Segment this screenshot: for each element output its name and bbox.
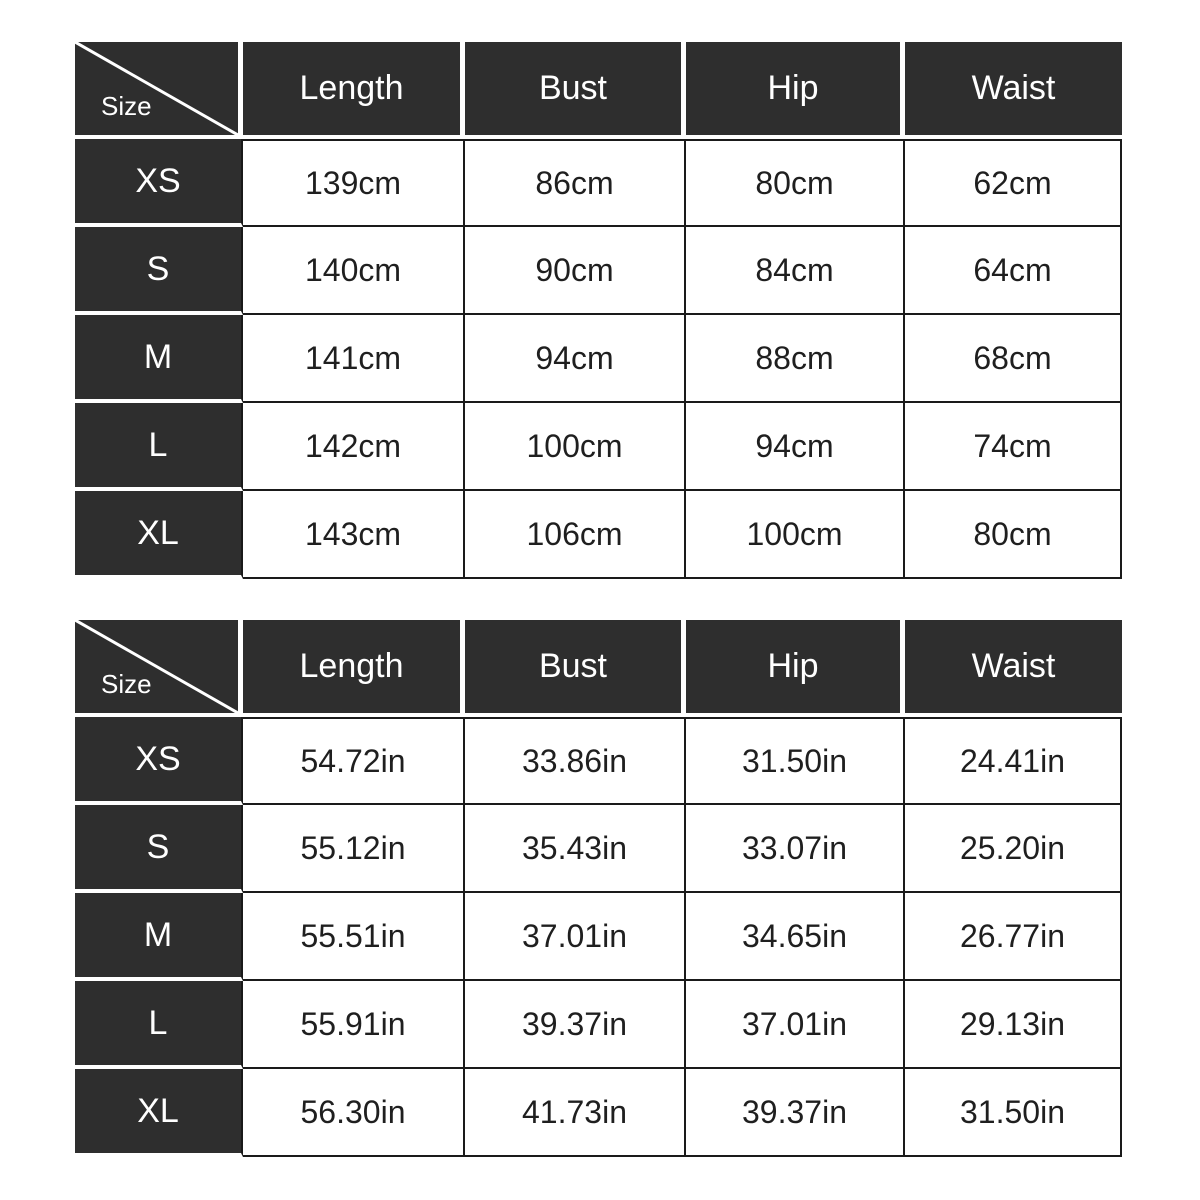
cell-s-hip: 84cm <box>686 227 905 315</box>
cell-l-waist: 74cm <box>905 403 1122 491</box>
cell-xs-bust: 33.86in <box>465 717 686 805</box>
size-corner-cell <box>75 42 243 139</box>
column-header-bust: Bust <box>465 620 686 717</box>
column-header-waist: Waist <box>905 42 1122 139</box>
cell-xs-waist: 62cm <box>905 139 1122 227</box>
column-header-hip: Hip <box>686 42 905 139</box>
table-row-xl <box>75 1069 1122 1157</box>
row-header-xs: XS <box>75 717 243 805</box>
column-header-length: Length <box>243 620 465 717</box>
cell-xl-waist: 31.50in <box>905 1069 1122 1157</box>
table-row-l <box>75 981 1122 1069</box>
diagonal-line <box>75 42 238 135</box>
row-header-l: L <box>75 403 243 491</box>
table-row-xs <box>75 717 1122 805</box>
table-row-s <box>75 227 1122 315</box>
cell-xs-hip: 80cm <box>686 139 905 227</box>
cell-xs-length: 139cm <box>243 139 465 227</box>
diagonal-line <box>75 620 238 713</box>
cell-xl-hip: 39.37in <box>686 1069 905 1157</box>
cell-s-hip: 33.07in <box>686 805 905 893</box>
cell-xl-bust: 106cm <box>465 491 686 579</box>
row-header-s: S <box>75 227 243 315</box>
cell-s-length: 140cm <box>243 227 465 315</box>
cell-l-bust: 39.37in <box>465 981 686 1069</box>
table-row-m <box>75 315 1122 403</box>
cell-l-length: 55.91in <box>243 981 465 1069</box>
cell-l-length: 142cm <box>243 403 465 491</box>
row-header-xs: XS <box>75 139 243 227</box>
header-row <box>75 620 1122 717</box>
cell-m-waist: 68cm <box>905 315 1122 403</box>
corner-label: Size <box>101 669 152 699</box>
cell-s-waist: 25.20in <box>905 805 1122 893</box>
table-row-m <box>75 893 1122 981</box>
cell-m-bust: 37.01in <box>465 893 686 981</box>
cell-xl-length: 56.30in <box>243 1069 465 1157</box>
row-header-m: M <box>75 893 243 981</box>
cell-m-bust: 94cm <box>465 315 686 403</box>
column-header-hip: Hip <box>686 620 905 717</box>
cell-m-waist: 26.77in <box>905 893 1122 981</box>
row-header-xl: XL <box>75 1069 243 1157</box>
row-header-xl: XL <box>75 491 243 579</box>
cell-m-hip: 88cm <box>686 315 905 403</box>
row-header-s: S <box>75 805 243 893</box>
cell-s-bust: 35.43in <box>465 805 686 893</box>
cell-xl-length: 143cm <box>243 491 465 579</box>
table-row-l <box>75 403 1122 491</box>
row-header-m: M <box>75 315 243 403</box>
cell-s-bust: 90cm <box>465 227 686 315</box>
cell-xs-length: 54.72in <box>243 717 465 805</box>
table-row-s <box>75 805 1122 893</box>
row-header-l: L <box>75 981 243 1069</box>
cell-m-length: 141cm <box>243 315 465 403</box>
cell-l-hip: 94cm <box>686 403 905 491</box>
cell-l-hip: 37.01in <box>686 981 905 1069</box>
size-table-cm <box>75 42 1122 579</box>
table-row-xl <box>75 491 1122 579</box>
size-corner-cell <box>75 620 243 717</box>
cell-s-length: 55.12in <box>243 805 465 893</box>
cell-l-waist: 29.13in <box>905 981 1122 1069</box>
cell-s-waist: 64cm <box>905 227 1122 315</box>
corner-label: Size <box>101 91 152 121</box>
cell-xl-waist: 80cm <box>905 491 1122 579</box>
cell-xl-hip: 100cm <box>686 491 905 579</box>
cell-m-length: 55.51in <box>243 893 465 981</box>
cell-xl-bust: 41.73in <box>465 1069 686 1157</box>
cell-l-bust: 100cm <box>465 403 686 491</box>
column-header-waist: Waist <box>905 620 1122 717</box>
cell-xs-waist: 24.41in <box>905 717 1122 805</box>
cell-xs-bust: 86cm <box>465 139 686 227</box>
cell-xs-hip: 31.50in <box>686 717 905 805</box>
column-header-bust: Bust <box>465 42 686 139</box>
table-row-xs <box>75 139 1122 227</box>
header-row <box>75 42 1122 139</box>
cell-m-hip: 34.65in <box>686 893 905 981</box>
column-header-length: Length <box>243 42 465 139</box>
size-table-inches <box>75 620 1122 1157</box>
